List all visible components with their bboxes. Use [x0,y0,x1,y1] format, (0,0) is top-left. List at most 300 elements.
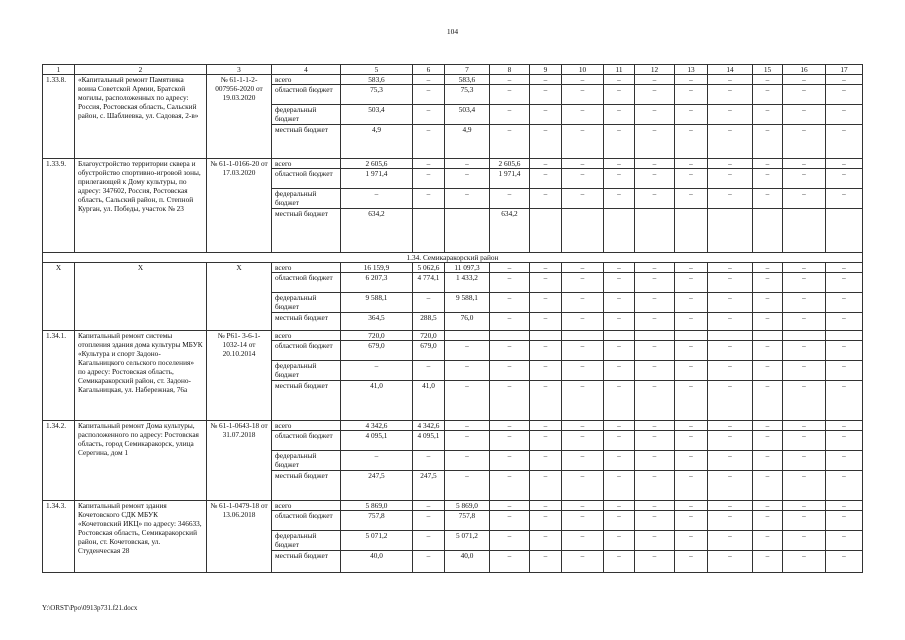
value-cell: – [635,85,675,105]
value-cell: – [530,125,562,159]
value-cell: – [826,105,863,125]
funding-source-cell: областной бюджет [272,431,341,451]
value-cell: – [635,169,675,189]
value-cell: – [530,189,562,209]
value-cell: – [783,313,826,331]
value-cell: – [675,431,708,451]
value-cell: 4 095,1 [413,431,445,451]
funding-source-cell: всего [272,331,341,341]
value-cell: – [562,105,604,125]
value-cell: – [530,85,562,105]
value-cell: – [445,451,490,471]
funding-source-cell: всего [272,421,341,431]
value-cell [635,331,675,341]
value-cell: – [604,189,635,209]
value-cell: – [490,85,530,105]
value-cell: – [562,159,604,169]
value-cell: – [675,189,708,209]
value-cell: – [635,421,675,431]
value-cell: – [753,421,783,431]
value-cell: – [341,189,413,209]
value-cell: – [490,341,530,361]
document-number-cell: № Р61- 3-6-1-1032-14 от 20.10.2014 [207,331,272,421]
value-cell: – [604,471,635,501]
table-body [43,65,863,573]
value-cell [675,209,708,253]
document-number-cell: № 61-1-1-2-007956-2020 от 19.03.2020 [207,75,272,159]
value-cell: – [783,105,826,125]
column-number-row [43,65,863,75]
value-cell [635,209,675,253]
value-cell: – [826,531,863,551]
value-cell: – [783,501,826,511]
value-cell: 40,0 [445,551,490,573]
value-cell: 75,3 [341,85,413,105]
value-cell: – [490,451,530,471]
value-cell: – [783,125,826,159]
value-cell [562,209,604,253]
value-cell: 757,8 [445,511,490,531]
value-cell: – [562,501,604,511]
value-cell: – [783,293,826,313]
value-cell: – [753,313,783,331]
value-cell: – [783,159,826,169]
value-cell: – [675,313,708,331]
value-cell: – [708,293,753,313]
value-cell: – [753,381,783,421]
value-cell: – [635,501,675,511]
value-cell: – [562,293,604,313]
value-cell: – [826,273,863,293]
value-cell: – [675,105,708,125]
column-number-cell: 4 [272,65,341,75]
value-cell: – [530,451,562,471]
value-cell: 4,9 [445,125,490,159]
value-cell: 4 774,1 [413,273,445,293]
value-cell: – [675,511,708,531]
value-cell: – [635,189,675,209]
value-cell: – [753,551,783,573]
column-number-cell: 14 [708,65,753,75]
value-cell: – [753,159,783,169]
funding-source-cell: областной бюджет [272,511,341,531]
value-cell: – [530,471,562,501]
item-number-cell: 1.34.1. [43,331,75,421]
value-cell: – [562,341,604,361]
value-cell: – [490,263,530,273]
value-cell [783,209,826,253]
value-cell: – [635,125,675,159]
value-cell: – [445,169,490,189]
object-name-cell: Благоустройство территории сквера и обустройство спортивно-игровой зоны, прилегающей к Дому культуры, по адресу: 347602, Россия, Ростовская область, Сальский район, п. Степной Курган, ул. Победы, участок № 23 [75,159,207,253]
value-cell: – [708,501,753,511]
value-cell: – [604,501,635,511]
value-cell: – [708,341,753,361]
value-cell: 5 071,2 [341,531,413,551]
value-cell: – [708,313,753,331]
value-cell: – [675,75,708,85]
value-cell: – [708,159,753,169]
value-cell: – [753,431,783,451]
value-cell: – [635,159,675,169]
value-cell: – [562,75,604,85]
value-cell: – [753,125,783,159]
item-number-cell: 1.34.3. [43,501,75,573]
value-cell: – [826,189,863,209]
value-cell: – [708,471,753,501]
value-cell: – [413,293,445,313]
value-cell: – [783,531,826,551]
value-cell: – [675,471,708,501]
value-cell: – [675,341,708,361]
value-cell: 5 071,2 [445,531,490,551]
value-cell: – [826,421,863,431]
value-cell: – [490,431,530,451]
value-cell: – [562,169,604,189]
value-cell: – [708,125,753,159]
table-row [43,263,863,273]
value-cell: – [604,421,635,431]
value-cell: – [530,551,562,573]
value-cell: 503,4 [341,105,413,125]
value-cell: – [783,471,826,501]
value-cell [783,331,826,341]
value-cell: – [490,551,530,573]
column-number-cell: 3 [207,65,272,75]
value-cell [445,331,490,341]
value-cell [826,209,863,253]
value-cell: – [445,361,490,381]
value-cell: – [826,75,863,85]
value-cell: 11 097,3 [445,263,490,273]
column-number-cell: 7 [445,65,490,75]
object-name-cell: Х [75,263,207,331]
funding-source-cell: всего [272,75,341,85]
value-cell [753,331,783,341]
value-cell: – [753,501,783,511]
value-cell: – [826,551,863,573]
value-cell [530,331,562,341]
value-cell: – [708,361,753,381]
value-cell: – [445,341,490,361]
value-cell: 288,5 [413,313,445,331]
value-cell: – [413,75,445,85]
value-cell: – [413,501,445,511]
value-cell: – [490,125,530,159]
value-cell: – [604,263,635,273]
value-cell [530,209,562,253]
value-cell: – [753,531,783,551]
value-cell: – [675,421,708,431]
value-cell: – [708,551,753,573]
value-cell: – [530,75,562,85]
value-cell: – [530,531,562,551]
value-cell: – [445,159,490,169]
value-cell: – [604,381,635,421]
value-cell: 5 869,0 [445,501,490,511]
value-cell: 583,6 [445,75,490,85]
value-cell: – [530,361,562,381]
table-row [43,501,863,511]
value-cell: 1 971,4 [490,169,530,189]
value-cell: – [753,105,783,125]
value-cell: – [675,293,708,313]
value-cell: – [635,75,675,85]
funding-source-cell: всего [272,159,341,169]
funding-source-cell: областной бюджет [272,273,341,293]
value-cell: – [341,361,413,381]
value-cell: – [604,273,635,293]
value-cell: – [530,293,562,313]
value-cell: 720,0 [341,331,413,341]
value-cell: – [445,471,490,501]
column-number-cell: 16 [783,65,826,75]
value-cell: – [826,159,863,169]
value-cell: – [562,431,604,451]
value-cell: – [490,189,530,209]
value-cell [562,331,604,341]
value-cell [675,331,708,341]
value-cell: 679,0 [341,341,413,361]
value-cell: – [826,431,863,451]
program-table [42,64,863,573]
object-name-cell: Капитальный ремонт системы отопления здания дома культуры МБУК «Культура и спорт Задоно-Кагальницкого сельского поселения» по адресу: Ростовская область, Семикаракорский район, ст. Задоно-Кагальницкая, ул. Набережная, 76а [75,331,207,421]
value-cell: – [783,421,826,431]
value-cell: – [604,293,635,313]
value-cell: 2 605,6 [341,159,413,169]
value-cell: – [708,431,753,451]
value-cell: – [826,511,863,531]
funding-source-cell: федеральный бюджет [272,361,341,381]
value-cell: – [562,313,604,331]
column-number-cell: 17 [826,65,863,75]
value-cell: – [783,169,826,189]
value-cell: – [826,361,863,381]
value-cell: – [826,293,863,313]
value-cell: – [562,189,604,209]
value-cell: 4 095,1 [341,431,413,451]
value-cell: – [675,273,708,293]
value-cell: – [562,273,604,293]
value-cell: – [530,263,562,273]
value-cell: 1 971,4 [341,169,413,189]
value-cell: – [562,85,604,105]
value-cell: – [490,293,530,313]
column-number-cell: 2 [75,65,207,75]
value-cell: – [530,159,562,169]
value-cell: 16 159,9 [341,263,413,273]
value-cell: – [708,105,753,125]
value-cell: – [604,341,635,361]
value-cell: – [413,189,445,209]
value-cell: – [604,125,635,159]
value-cell: – [783,341,826,361]
funding-source-cell: всего [272,501,341,511]
value-cell: 40,0 [341,551,413,573]
value-cell: 583,6 [341,75,413,85]
table-row [43,75,863,85]
value-cell: 679,0 [413,341,445,361]
value-cell: – [675,125,708,159]
value-cell: – [604,451,635,471]
value-cell: – [413,105,445,125]
value-cell: 720,0 [413,331,445,341]
column-number-cell: 10 [562,65,604,75]
funding-source-cell: областной бюджет [272,341,341,361]
value-cell: – [604,169,635,189]
value-cell: 4 342,6 [413,421,445,431]
value-cell: – [530,511,562,531]
value-cell [490,331,530,341]
value-cell: – [635,105,675,125]
value-cell: – [635,531,675,551]
value-cell: – [562,451,604,471]
value-cell: – [675,531,708,551]
value-cell: 364,5 [341,313,413,331]
funding-source-cell: областной бюджет [272,85,341,105]
value-cell [413,209,445,253]
value-cell: – [635,293,675,313]
value-cell: – [530,501,562,511]
value-cell: – [675,159,708,169]
document-number-cell: № 61-1-0166-20 от 17.03.2020 [207,159,272,253]
value-cell: 634,2 [341,209,413,253]
value-cell: 5 869,0 [341,501,413,511]
value-cell: – [445,431,490,451]
value-cell: – [530,421,562,431]
value-cell: – [445,421,490,431]
value-cell: – [675,263,708,273]
value-cell: – [530,341,562,361]
value-cell: – [604,511,635,531]
value-cell: – [635,273,675,293]
value-cell: – [562,381,604,421]
item-number-cell: 1.33.8. [43,75,75,159]
value-cell [445,209,490,253]
funding-source-cell: местный бюджет [272,551,341,573]
value-cell: – [530,273,562,293]
table-row [43,331,863,341]
value-cell: – [562,361,604,381]
value-cell: – [708,273,753,293]
value-cell: – [708,263,753,273]
value-cell: – [783,381,826,421]
funding-source-cell: всего [272,263,341,273]
funding-source-cell: местный бюджет [272,471,341,501]
value-cell: – [783,75,826,85]
value-cell: – [562,511,604,531]
item-number-cell: 1.33.9. [43,159,75,253]
value-cell [753,209,783,253]
funding-source-cell: федеральный бюджет [272,189,341,209]
value-cell: – [826,381,863,421]
value-cell: – [783,361,826,381]
value-cell: – [635,313,675,331]
funding-source-cell: местный бюджет [272,313,341,331]
value-cell: – [783,263,826,273]
value-cell: – [413,511,445,531]
value-cell: – [413,85,445,105]
value-cell: – [635,341,675,361]
section-title: 1.34. Семикаракорский район [43,253,863,263]
value-cell: – [413,361,445,381]
value-cell [708,331,753,341]
value-cell [604,331,635,341]
value-cell: – [490,471,530,501]
value-cell: – [783,511,826,531]
value-cell: – [413,451,445,471]
document-number-cell: Х [207,263,272,331]
value-cell [826,331,863,341]
column-number-cell: 13 [675,65,708,75]
table-row [43,421,863,431]
value-cell: – [753,293,783,313]
value-cell: – [413,159,445,169]
value-cell: 4,9 [341,125,413,159]
value-cell: – [708,421,753,431]
value-cell: – [530,105,562,125]
value-cell: – [826,313,863,331]
value-cell: – [562,263,604,273]
value-cell: – [783,431,826,451]
file-path-footer: Y:\ORST\Ppo\0913p731.f21.docx [42,604,138,612]
value-cell: – [753,273,783,293]
value-cell: 2 605,6 [490,159,530,169]
page-number: 104 [446,27,459,36]
value-cell: – [604,551,635,573]
table-row [43,159,863,169]
column-number-cell: 11 [604,65,635,75]
value-cell: – [783,451,826,471]
value-cell: – [753,471,783,501]
value-cell: – [530,381,562,421]
column-number-cell: 9 [530,65,562,75]
value-cell: – [445,381,490,421]
value-cell: – [490,381,530,421]
funding-source-cell: местный бюджет [272,209,341,253]
value-cell: – [826,451,863,471]
funding-source-cell: федеральный бюджет [272,293,341,313]
column-number-cell: 5 [341,65,413,75]
value-cell: – [708,75,753,85]
object-name-cell: Капитальный ремонт Дома культуры, расположенного по адресу: Ростовская область, город Семикаракорск, улица Серегина, дом 1 [75,421,207,501]
value-cell: – [413,551,445,573]
value-cell: – [675,551,708,573]
value-cell [604,209,635,253]
value-cell: – [635,431,675,451]
value-cell: – [530,313,562,331]
value-cell: 9 588,1 [341,293,413,313]
object-name-cell: «Капитальный ремонт Памятника воина Советской Армии, Братской могилы, расположенных по адресу: Россия, Ростовская область, Сальский район, с. Шаблиевка, ул. Садовая, 2-в» [75,75,207,159]
value-cell: – [562,421,604,431]
value-cell: – [783,85,826,105]
value-cell: – [562,125,604,159]
value-cell: – [635,263,675,273]
value-cell: – [826,501,863,511]
value-cell: – [708,85,753,105]
value-cell: 247,5 [413,471,445,501]
value-cell: – [604,105,635,125]
value-cell: 75,3 [445,85,490,105]
value-cell: – [490,531,530,551]
value-cell: – [753,451,783,471]
value-cell: – [783,273,826,293]
value-cell: – [562,551,604,573]
value-cell: – [675,361,708,381]
column-number-cell: 8 [490,65,530,75]
item-number-cell: Х [43,263,75,331]
value-cell: – [490,421,530,431]
